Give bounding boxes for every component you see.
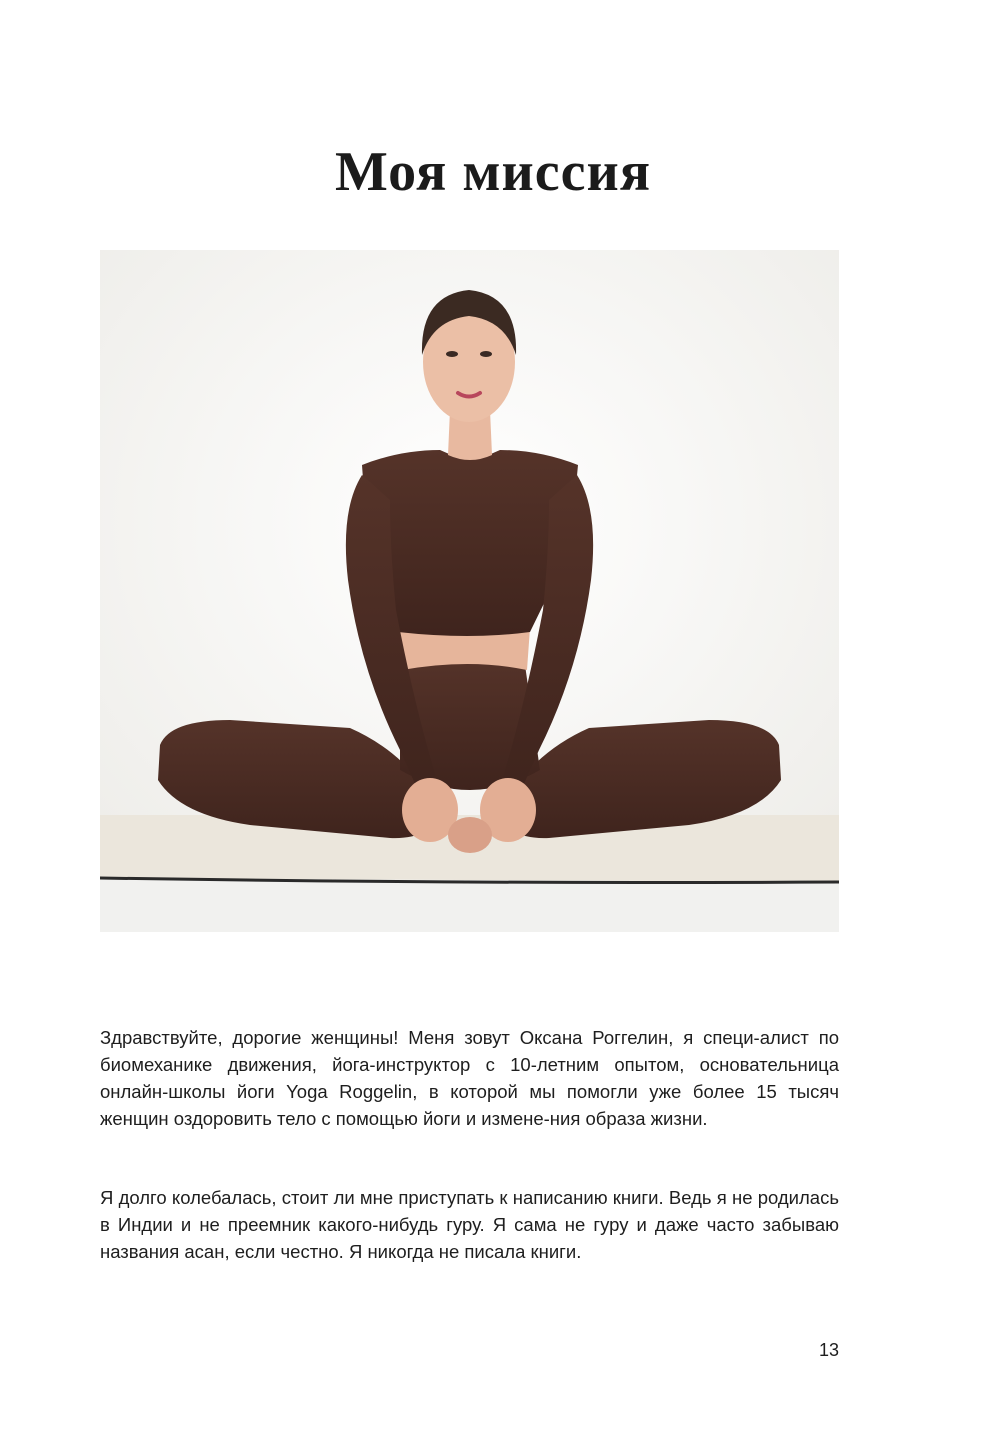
intro-paragraph: Здравствуйте, дорогие женщины! Меня зовут Оксана Роггелин, я специ-алист по биомеханике движения, йога-инструктор с 10-летним опытом, основательница онлайн-школы йоги Yoga Roggelin, в которой мы помогли уже более 15 тысяч женщин оздоровить тело с помощью йоги и измене-ния образа жизни.: [100, 1027, 839, 1129]
yoga-photo: [100, 250, 839, 932]
doubt-paragraph: Я долго колебалась, стоит ли мне приступать к написанию книги. Ведь я не родилась в Индии и не преемник какого-нибудь гуру. Я сама не гуру и даже часто забываю названия асан, если честно. Я никогда не писала книги.: [100, 1187, 839, 1262]
page-title: Моя миссия: [334, 141, 652, 203]
woman-yoga-butterfly-pose-photo: [100, 250, 839, 932]
page-number: 13: [818, 1340, 839, 1360]
